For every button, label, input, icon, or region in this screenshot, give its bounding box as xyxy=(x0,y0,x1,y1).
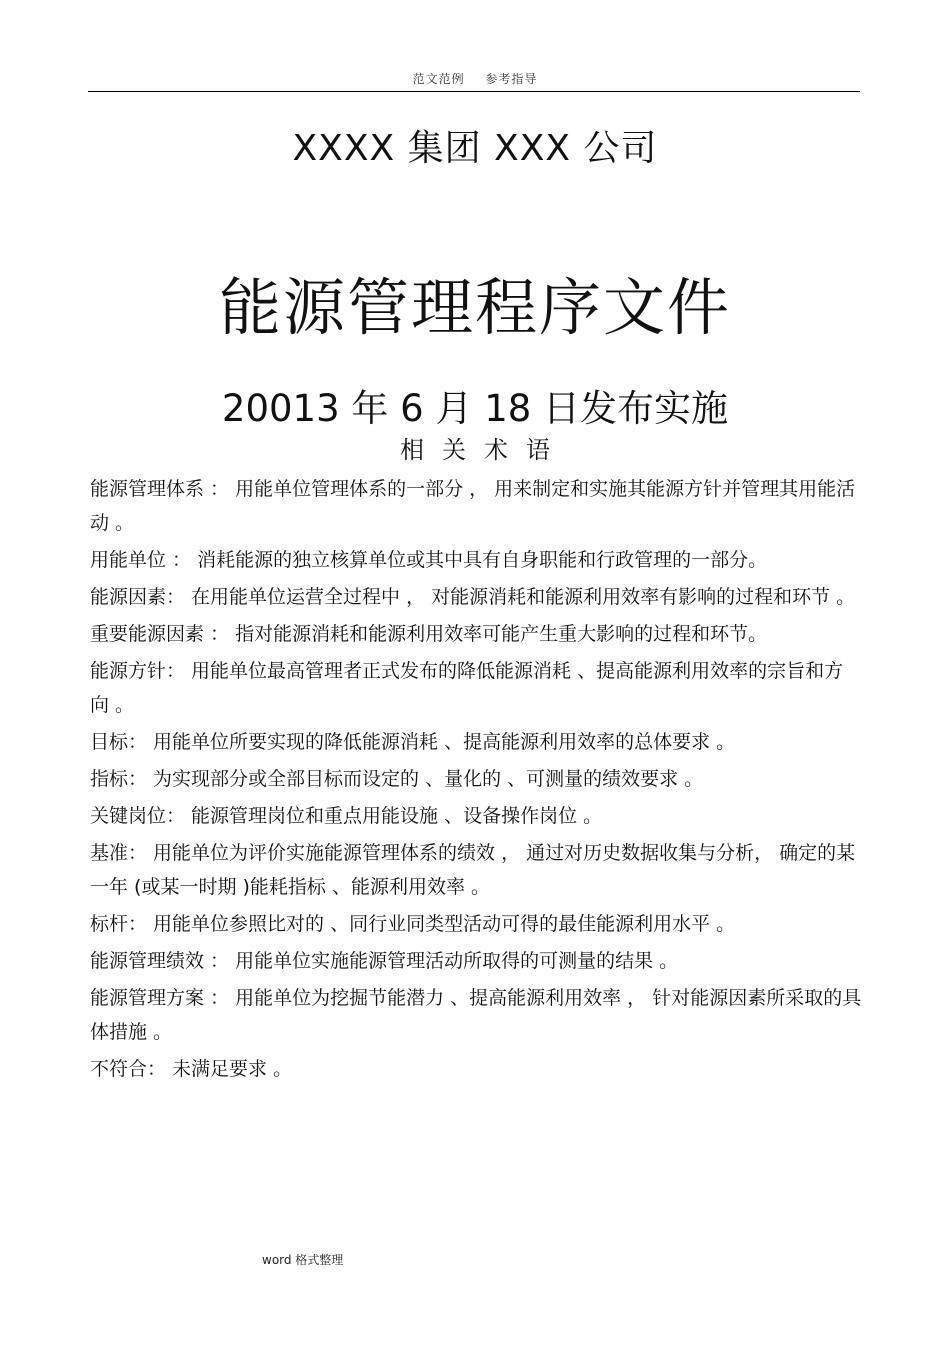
term-benchmark: 标杆： 用能单位参照比对的 、同行业同类型活动可得的最佳能源利用水平 。 xyxy=(90,913,736,935)
term-energy-management-plan: 能源管理方案 ： 用能单位为挖掘节能潜力 、提高能源利用效率 ， 针对能源因素所采取的具体措施 。 xyxy=(90,987,862,1043)
page-header xyxy=(0,70,950,87)
terms-heading: 相关术语 xyxy=(400,436,568,464)
header-left-text: 范文范例 xyxy=(412,72,465,86)
term-baseline: 基准： 用能单位为评价实施能源管理体系的绩效 ， 通过对历史数据收集与分析， 确定的某一年 (或某一时期 )能耗指标 、能源利用效率 。 xyxy=(90,842,856,898)
term-energy-management-system: 能源管理体系 ： 用能单位管理体系的一部分 ， 用来制定和实施其能源方针并管理其用能活动 。 xyxy=(90,478,856,534)
term-key-position: 关键岗位： 能源管理岗位和重点用能设施 、设备操作岗位 。 xyxy=(90,805,603,827)
term-energy-user: 用能单位 ： 消耗能源的独立核算单位或其中具有自身职能和行政管理的一部分。 xyxy=(90,549,768,571)
page-footer: word 格式整理 xyxy=(262,1253,344,1267)
term-nonconformity: 不符合： 未满足要求 。 xyxy=(90,1058,293,1080)
company-name: XXXX 集团 XXX 公司 xyxy=(292,128,658,169)
term-energy-factor: 能源因素： 在用能单位运营全过程中 ， 对能源消耗和能源利用效率有影响的过程和环节 。 xyxy=(90,586,856,608)
terms-list xyxy=(90,472,862,1089)
header-divider xyxy=(88,91,860,92)
term-energy-policy: 能源方针： 用能单位最高管理者正式发布的降低能源消耗 、提高能源利用效率的宗旨和方向 。 xyxy=(90,660,844,716)
term-target: 指标： 为实现部分或全部目标而设定的 、量化的 、可测量的绩效要求 。 xyxy=(90,768,704,790)
term-significant-energy-factor: 重要能源因素 ： 指对能源消耗和能源利用效率可能产生重大影响的过程和环节。 xyxy=(90,623,768,645)
term-objective: 目标： 用能单位所要实现的降低能源消耗 、提高能源利用效率的总体要求 。 xyxy=(90,731,736,753)
release-date: 20013 年 6 月 18 日发布实施 xyxy=(221,387,729,430)
term-energy-performance: 能源管理绩效 ： 用能单位实施能源管理活动所取得的可测量的结果 。 xyxy=(90,950,679,972)
header-right-text: 参考指导 xyxy=(485,72,538,86)
document-title: 能源管理程序文件 xyxy=(218,271,731,344)
